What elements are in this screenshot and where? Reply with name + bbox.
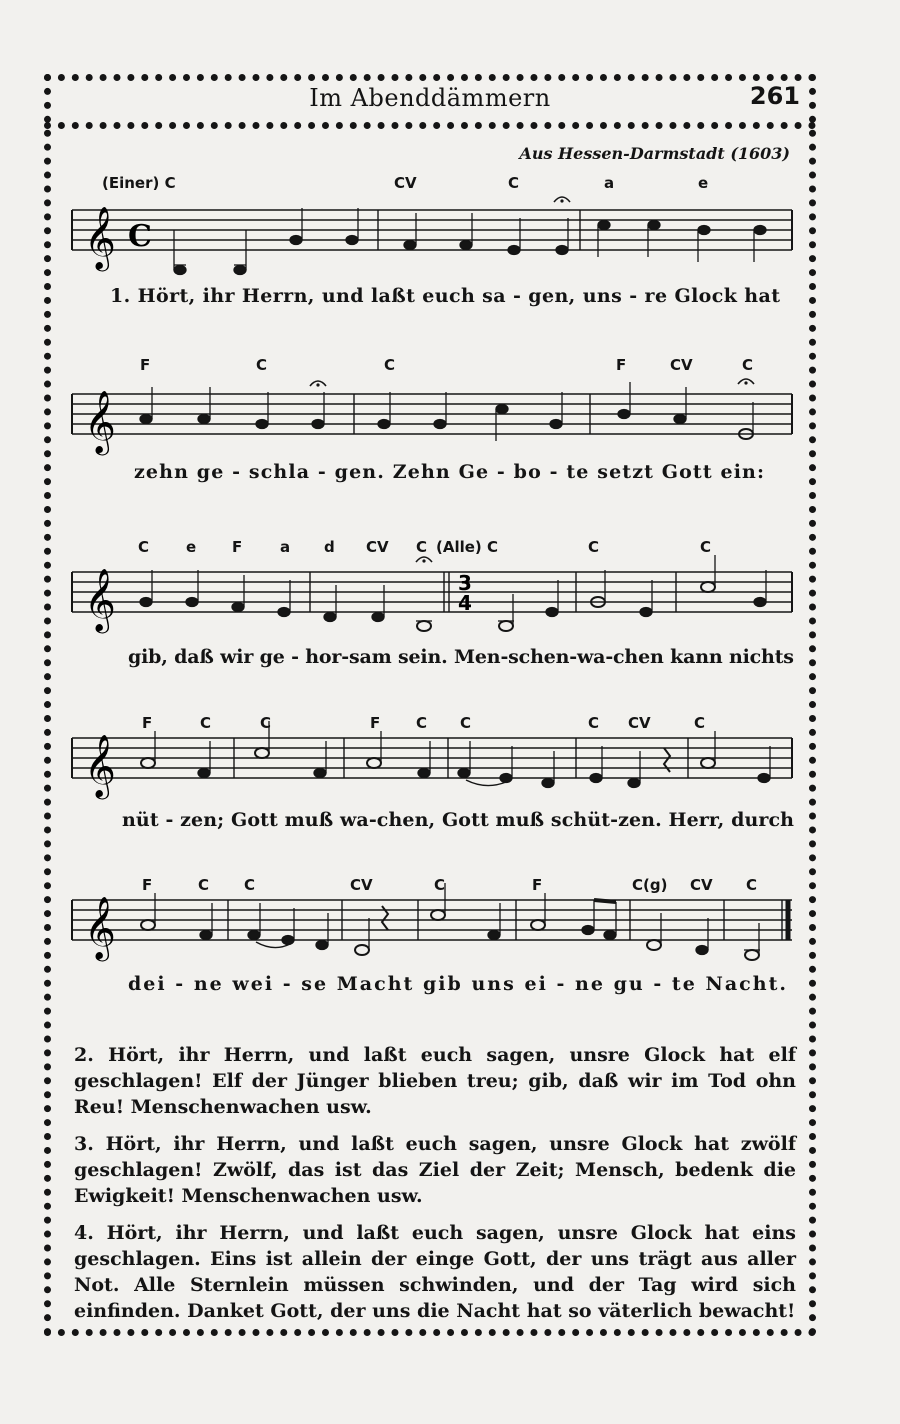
chord-symbol: C	[694, 714, 706, 732]
chord-symbol: C	[200, 714, 212, 732]
staff-5	[0, 870, 900, 1040]
chord-symbol: C	[198, 876, 210, 894]
header-rule	[44, 122, 816, 129]
verse-4: 4. Hört, ihr Herrn, und laßt euch sagen, unsre Glock hat eins geschlagen. Eins ist allein der einge Gott, der uns trägt aus aller Not. Alle Sternlein müssen schwinden, und der Tag wird sich einfinden. Danket Gott, der uns die Nacht hat so väterlich bewacht!	[74, 1222, 796, 1322]
chord-symbol: d	[324, 538, 335, 556]
music-system-4	[0, 704, 900, 874]
staff-4	[0, 704, 900, 874]
chord-symbol: C	[508, 174, 520, 192]
chord-symbol: F	[142, 714, 153, 732]
chord-symbol: C	[460, 714, 472, 732]
time-signature-top: 3	[458, 571, 472, 595]
treble-clef-icon: 𝄞	[84, 206, 116, 269]
lyric-line: gib, daß wir ge - hor-sam sein. Men-schen-wa-chen kann nichts	[128, 646, 794, 668]
chord-symbol: e	[186, 538, 197, 556]
lyric-line: zehn ge - schla - gen. Zehn Ge - bo - te setzt Gott ein:	[134, 461, 764, 483]
chord-symbol: F	[232, 538, 243, 556]
music-system-1	[0, 168, 900, 338]
chord-symbol: CV	[628, 714, 651, 732]
lyric-line: nüt - zen; Gott muß wa-chen, Gott muß schüt-zen. Herr, durch	[122, 809, 794, 831]
staff-1	[0, 168, 900, 338]
chord-symbol: F	[532, 876, 543, 894]
chord-symbol: CV	[670, 356, 693, 374]
chord-symbol: C	[700, 538, 712, 556]
verses-block	[74, 1042, 796, 1335]
chord-symbol: a	[604, 174, 615, 192]
chord-symbol: C	[416, 538, 428, 556]
notes	[141, 883, 760, 960]
staff-3	[0, 524, 900, 694]
music-system-5	[0, 870, 900, 1040]
lyric-line: 1. Hört, ihr Herrn, und laßt euch sa - gen, uns - re Glock hat	[110, 285, 780, 307]
notes	[174, 208, 766, 275]
common-time-icon: C	[128, 219, 152, 254]
treble-clef-icon: 𝄞	[84, 568, 116, 631]
treble-clef-icon: 𝄞	[84, 390, 116, 453]
time-signature-bottom: 4	[458, 591, 472, 615]
chord-symbol: C	[384, 356, 396, 374]
chord-symbol: C(g)	[632, 876, 668, 894]
chord-symbol: F	[370, 714, 381, 732]
chord-symbol: C	[746, 876, 758, 894]
chord-symbol: (Alle) C	[436, 538, 499, 556]
music-system-2	[0, 348, 900, 518]
chord-symbol: a	[280, 538, 291, 556]
treble-clef-icon: 𝄞	[84, 896, 116, 959]
notes	[140, 382, 753, 441]
running-title: Im Abenddämmern	[309, 84, 551, 112]
verse-3: 3. Hört, ihr Herrn, und laßt euch sagen, unsre Glock hat zwölf geschlagen! Zwölf, das ist das Ziel der Zeit; Mensch, bedenk die Ewigkeit! Menschenwachen usw.	[74, 1133, 796, 1207]
verse-2: 2. Hört, ihr Herrn, und laßt euch sagen, unsre Glock hat elf geschlagen! Elf der Jünger blieben treu; gib, daß wir im Tod ohn Reu! Menschenwachen usw.	[74, 1044, 796, 1118]
chord-symbol: CV	[366, 538, 389, 556]
chord-symbol: CV	[350, 876, 373, 894]
chord-symbol: e	[698, 174, 709, 192]
chord-symbol: F	[140, 356, 151, 374]
tie-icon	[466, 780, 506, 786]
chord-symbol: F	[142, 876, 153, 894]
chord-symbol: C	[416, 714, 428, 732]
chord-symbol: CV	[690, 876, 713, 894]
chord-symbol: C	[256, 356, 268, 374]
chord-symbol: C	[138, 538, 150, 556]
chord-symbol: CV	[394, 174, 417, 192]
music-system-3	[0, 524, 900, 694]
chord-symbol: C	[588, 714, 600, 732]
notes	[140, 555, 766, 631]
chord-symbol: C	[260, 714, 272, 732]
page-number: 261	[749, 82, 800, 110]
chord-symbol: F	[616, 356, 627, 374]
treble-clef-icon: 𝄞	[84, 734, 116, 797]
chord-symbol: (Einer) C	[102, 174, 176, 192]
chord-symbol: C	[742, 356, 754, 374]
chord-symbol: C	[588, 538, 600, 556]
chord-symbol: C	[244, 876, 256, 894]
source-note: Aus Hessen-Darmstadt (1603)	[519, 144, 790, 163]
staff-2	[0, 348, 900, 518]
chord-symbol: C	[434, 876, 446, 894]
lyric-line: dei - ne wei - se Macht gib uns ei - ne gu - te Nacht.	[128, 973, 786, 995]
